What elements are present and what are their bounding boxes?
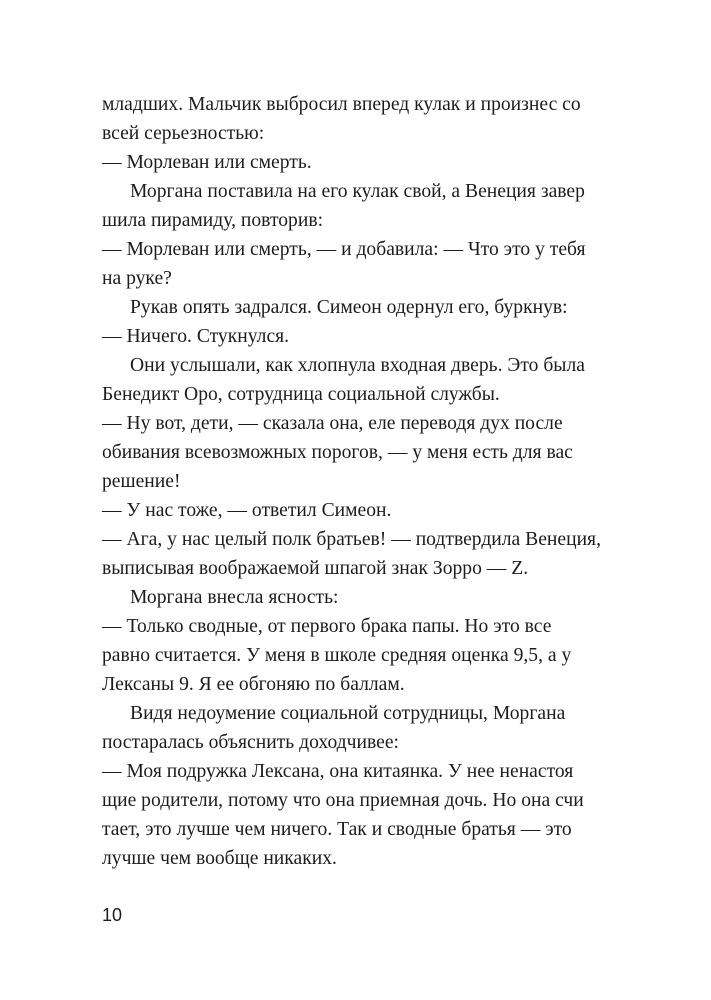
text-line: Они услышали, как хлопнула входная дверь. Это была — [130, 355, 585, 376]
text-line: обивания всевозможных порогов, — у меня есть для вас — [102, 442, 573, 463]
text-line: — Ничего. Стукнулся. — [102, 326, 290, 347]
text-line: лучше чем вообще никаких. — [102, 848, 337, 869]
text-line: Лексаны 9. Я ее обгоняю по баллам. — [102, 674, 405, 695]
text-line: — Моя подружка Лексана, она китаянка. У нее ненастоя — [102, 761, 574, 782]
text-line: Моргана внесла ясность: — [130, 587, 339, 608]
text-line: выписывая воображаемой шпагой знак Зорро — Z. — [102, 558, 529, 579]
text-line: постаралась объяснить доходчивее: — [102, 732, 399, 753]
text-line: младших. Мальчик выбросил вперед кулак и произнес со — [102, 94, 581, 115]
text-line: — Ага, у нас целый полк братьев! — подтвердила Венеция, — [102, 529, 601, 550]
text-line: всей серьезностью: — [102, 123, 265, 144]
text-line: решение! — [102, 471, 181, 492]
page-number: 10 — [102, 905, 123, 925]
text-line: шила пирамиду, повторив: — [102, 210, 324, 231]
text-line: — У нас тоже, — ответил Симеон. — [102, 500, 392, 521]
text-line: щие родители, потому что она приемная дочь. Но она счи — [102, 790, 584, 811]
text-line: — Только сводные, от первого брака папы. Но это все — [102, 616, 552, 637]
text-line: — Ну вот, дети, — сказала она, еле переводя дух после — [102, 413, 563, 434]
text-line: Видя недоумение социальной сотрудницы, Моргана — [130, 703, 566, 724]
text-line: Моргана поставила на его кулак свой, а Венеция завер — [130, 181, 585, 202]
text-line: на руке? — [102, 268, 172, 289]
text-line: равно считается. У меня в школе средняя оценка 9,5, а у — [102, 645, 572, 666]
text-line: тает, это лучше чем ничего. Так и сводные братья — это — [102, 819, 572, 840]
text-line: — Морлеван или смерть. — [102, 152, 312, 173]
text-line: Бенедикт Оро, сотрудница социальной службы. — [102, 384, 500, 405]
text-line: Рукав опять задрался. Симеон одернул его, буркнув: — [130, 297, 568, 318]
text-line: — Морлеван или смерть, — и добавила: — Что это у тебя — [102, 239, 586, 260]
